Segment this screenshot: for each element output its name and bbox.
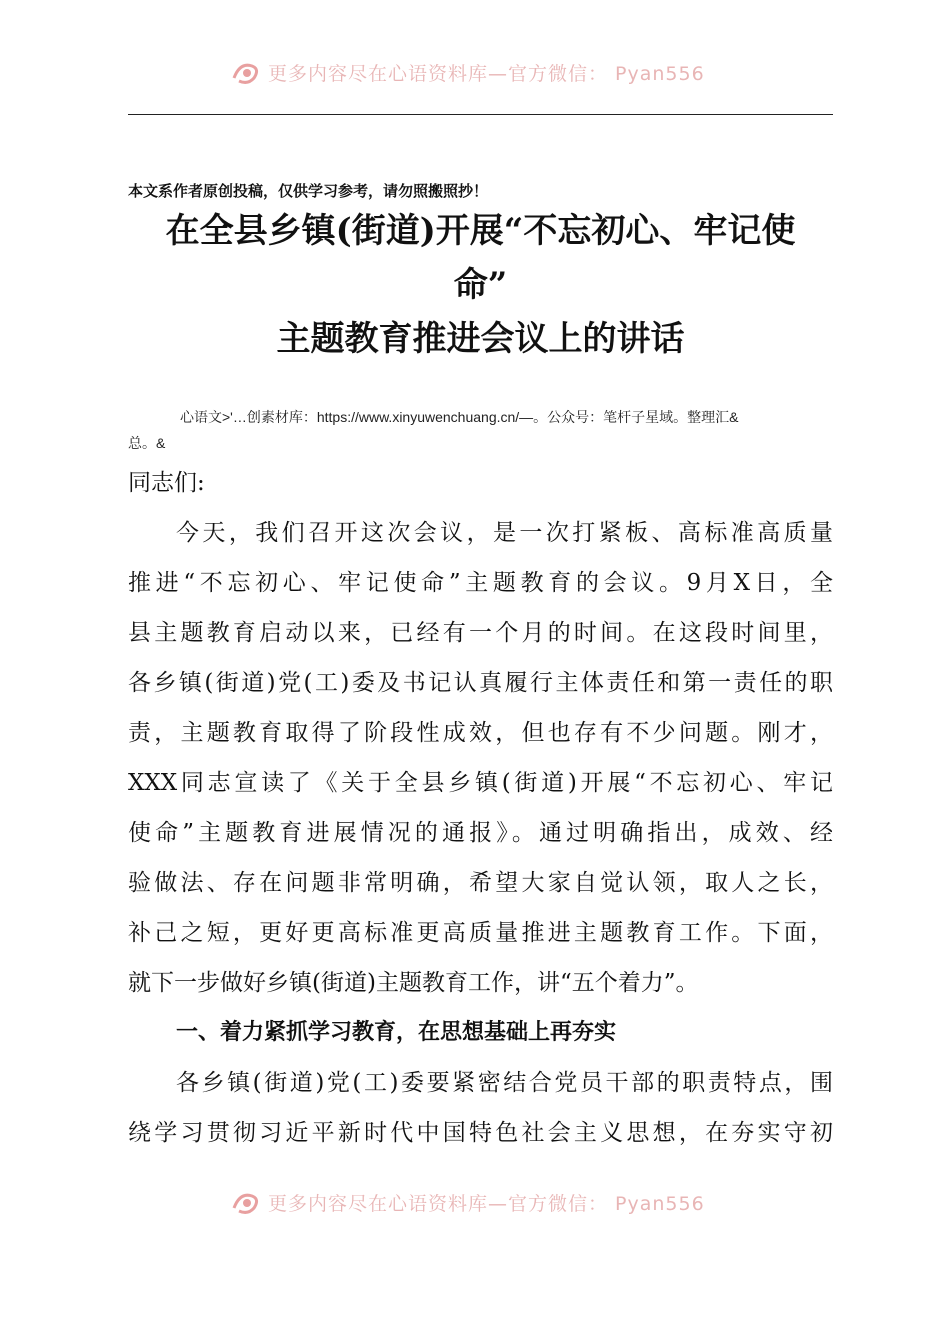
footer-watermark [230, 1186, 730, 1218]
footer-watermark-text: 更多内容尽在心语资料库—官方微信： Pyan556 [268, 1192, 705, 1215]
paragraph-line: 推进“不忘初心、牢记使命”主题教育的会议。9月X日，全 [128, 570, 833, 596]
paragraph-line: 使命”主题教育进展情况的通报》。通过明确指出，成效、经 [128, 820, 833, 846]
document-title [128, 204, 833, 366]
section-heading-1: 一、着力紧抓学习教育，在思想基础上再夯实 [176, 1020, 617, 1045]
source-note [128, 404, 833, 456]
copyright-notice: 本文系作者原创投稿，仅供学习参考，请勿照搬照抄！ [128, 182, 489, 200]
source-line-2: 总。& [128, 435, 166, 451]
watermark-logo-icon [230, 58, 264, 86]
paragraph-line: 绕学习贯彻习近平新时代中国特色社会主义思想，在夯实守初 [128, 1120, 833, 1146]
title-line-2: 命” [453, 265, 508, 305]
paragraph-line: 各乡镇(街道)党(工)委及书记认真履行主体责任和第一责任的职 [128, 670, 833, 696]
title-line-1: 在全县乡镇(街道)开展“不忘初心、牢记使 [165, 211, 796, 251]
source-line-1: 心语文>'…创素材库：https://www.xinyuwenchuang.cn/—。公众号：笔杆子星域。整理汇& [180, 409, 739, 425]
paragraph-2 [128, 1058, 833, 1158]
header-divider [128, 114, 833, 115]
paragraph-line: 验做法、存在问题非常明确，希望大家自觉认领，取人之长， [128, 870, 833, 896]
paragraph-line: 今天，我们召开这次会议，是一次打紧板、高标准高质量 [176, 520, 833, 546]
paragraph-line: 补己之短，更好更高标准更高质量推进主题教育工作。下面， [128, 920, 833, 946]
paragraph-line: 就下一步做好乡镇(街道)主题教育工作，讲“五个着力”。 [128, 970, 699, 996]
title-line-3: 主题教育推进会议上的讲话 [276, 319, 685, 359]
salutation: 同志们: [128, 470, 205, 496]
header-watermark [230, 56, 730, 88]
paragraph-line: 各乡镇(街道)党(工)委要紧密结合党员干部的职责特点，围 [176, 1070, 833, 1096]
paragraph-line: XXX同志宣读了《关于全县乡镇(街道)开展“不忘初心、牢记 [128, 770, 833, 796]
header-watermark-text: 更多内容尽在心语资料库—官方微信： Pyan556 [268, 62, 705, 85]
document-body [128, 458, 833, 1158]
paragraph-line: 县主题教育启动以来，已经有一个月的时间。在这段时间里， [128, 620, 833, 646]
watermark-logo-icon [230, 1188, 264, 1216]
paragraph-1 [128, 508, 833, 1008]
paragraph-line: 责，主题教育取得了阶段性成效，但也存有不少问题。刚才， [128, 720, 833, 746]
